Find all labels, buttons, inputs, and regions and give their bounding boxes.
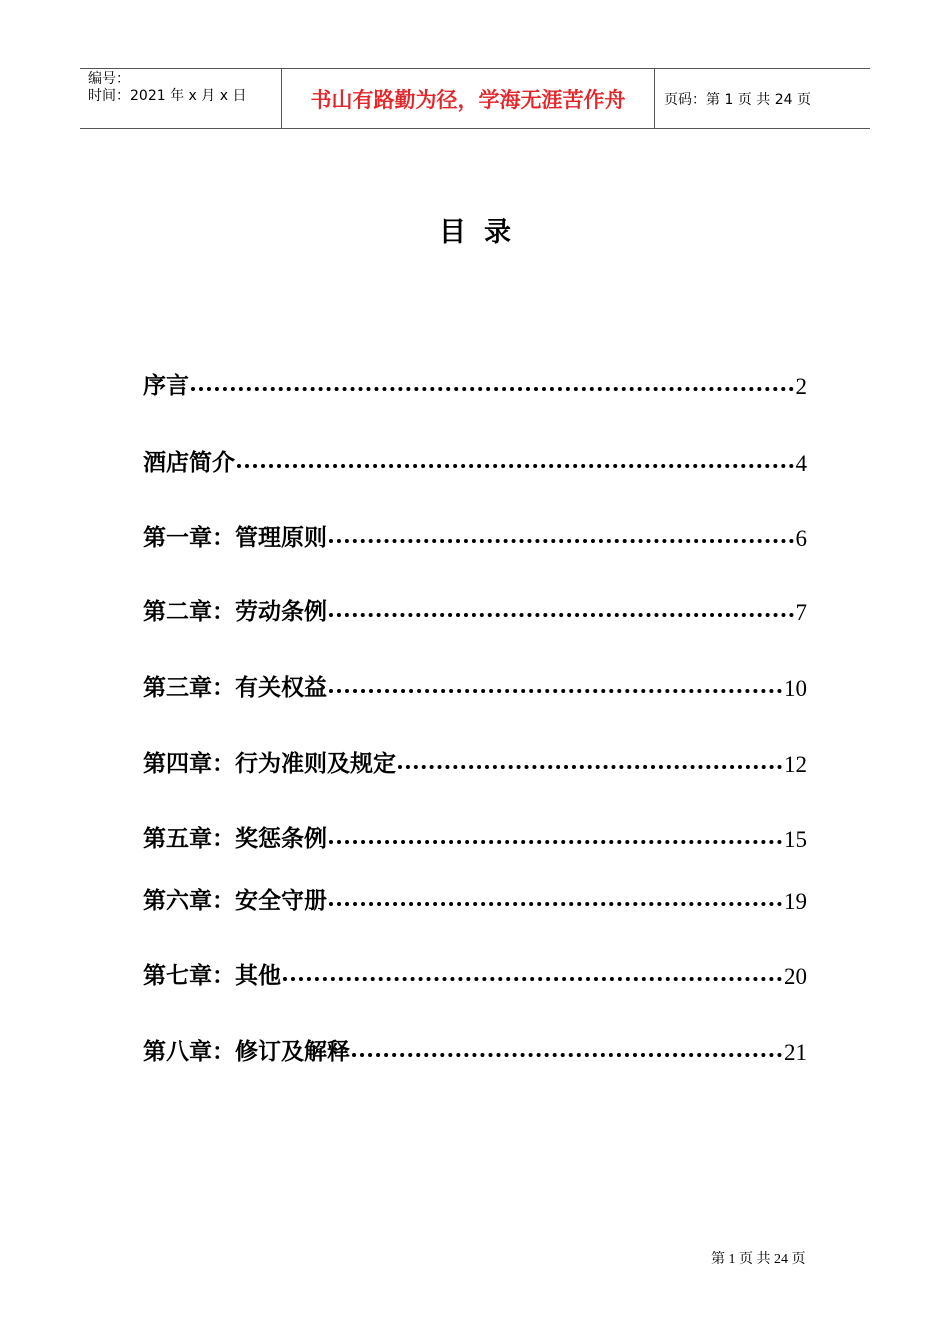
header-page-info: 页码：第 1 页 共 24 页 <box>664 91 811 108</box>
toc-leader-dots <box>352 1053 782 1057</box>
toc-leader-dots <box>329 539 794 543</box>
toc-page-number: 19 <box>784 889 807 914</box>
toc-label: 第五章：奖惩条例 <box>143 826 327 852</box>
toc-page-number: 6 <box>795 526 807 551</box>
toc-leader-dots <box>329 613 794 617</box>
toc-page-number: 10 <box>784 676 807 701</box>
toc-label: 第二章：劳动条例 <box>143 599 327 625</box>
toc-leader-dots <box>237 464 794 468</box>
header-motto: 书山有路勤为径，学海无涯苦作舟 <box>282 69 655 128</box>
toc-entry[interactable] <box>143 746 807 778</box>
toc-entry[interactable] <box>143 821 807 853</box>
serial-label: 编号： <box>88 71 130 87</box>
page-footer: 第 1 页 共 24 页 <box>711 1252 806 1267</box>
toc-page-number: 12 <box>784 752 807 777</box>
toc-page-number: 20 <box>784 964 807 989</box>
toc-entry[interactable] <box>143 594 807 626</box>
toc-leader-dots <box>398 765 782 769</box>
toc-leader-dots <box>329 902 782 906</box>
page-header <box>80 68 870 129</box>
toc-label: 第四章：行为准则及规定 <box>143 751 396 777</box>
toc-label: 第三章：有关权益 <box>143 675 327 701</box>
toc-page-number: 15 <box>784 827 807 852</box>
toc-entry[interactable] <box>143 1034 807 1066</box>
toc-page-number: 7 <box>795 600 807 625</box>
toc-label: 第一章：管理原则 <box>143 525 327 551</box>
toc-label: 第七章：其他 <box>143 963 281 989</box>
toc-entry[interactable] <box>143 883 807 915</box>
toc-leader-dots <box>191 387 794 391</box>
toc-entry[interactable] <box>143 445 807 477</box>
toc-entry[interactable] <box>143 520 807 552</box>
toc-leader-dots <box>283 977 782 981</box>
toc-entry[interactable] <box>143 958 807 990</box>
header-meta <box>80 69 282 128</box>
toc-label: 第六章：安全守册 <box>143 888 327 914</box>
toc-page-number: 21 <box>784 1040 807 1065</box>
toc-leader-dots <box>329 840 782 844</box>
document-title: 目录 <box>439 217 529 248</box>
toc-label: 第八章：修订及解释 <box>143 1039 350 1065</box>
toc-entry[interactable] <box>143 670 807 702</box>
toc-entry[interactable] <box>143 368 807 400</box>
time-label: 时间：2021 年 x 月 x 日 <box>88 88 247 104</box>
toc-page-number: 2 <box>795 374 807 399</box>
toc-leader-dots <box>329 689 782 693</box>
toc-label: 序言 <box>143 373 189 399</box>
toc-page-number: 4 <box>795 451 807 476</box>
toc-label: 酒店简介 <box>143 450 235 476</box>
